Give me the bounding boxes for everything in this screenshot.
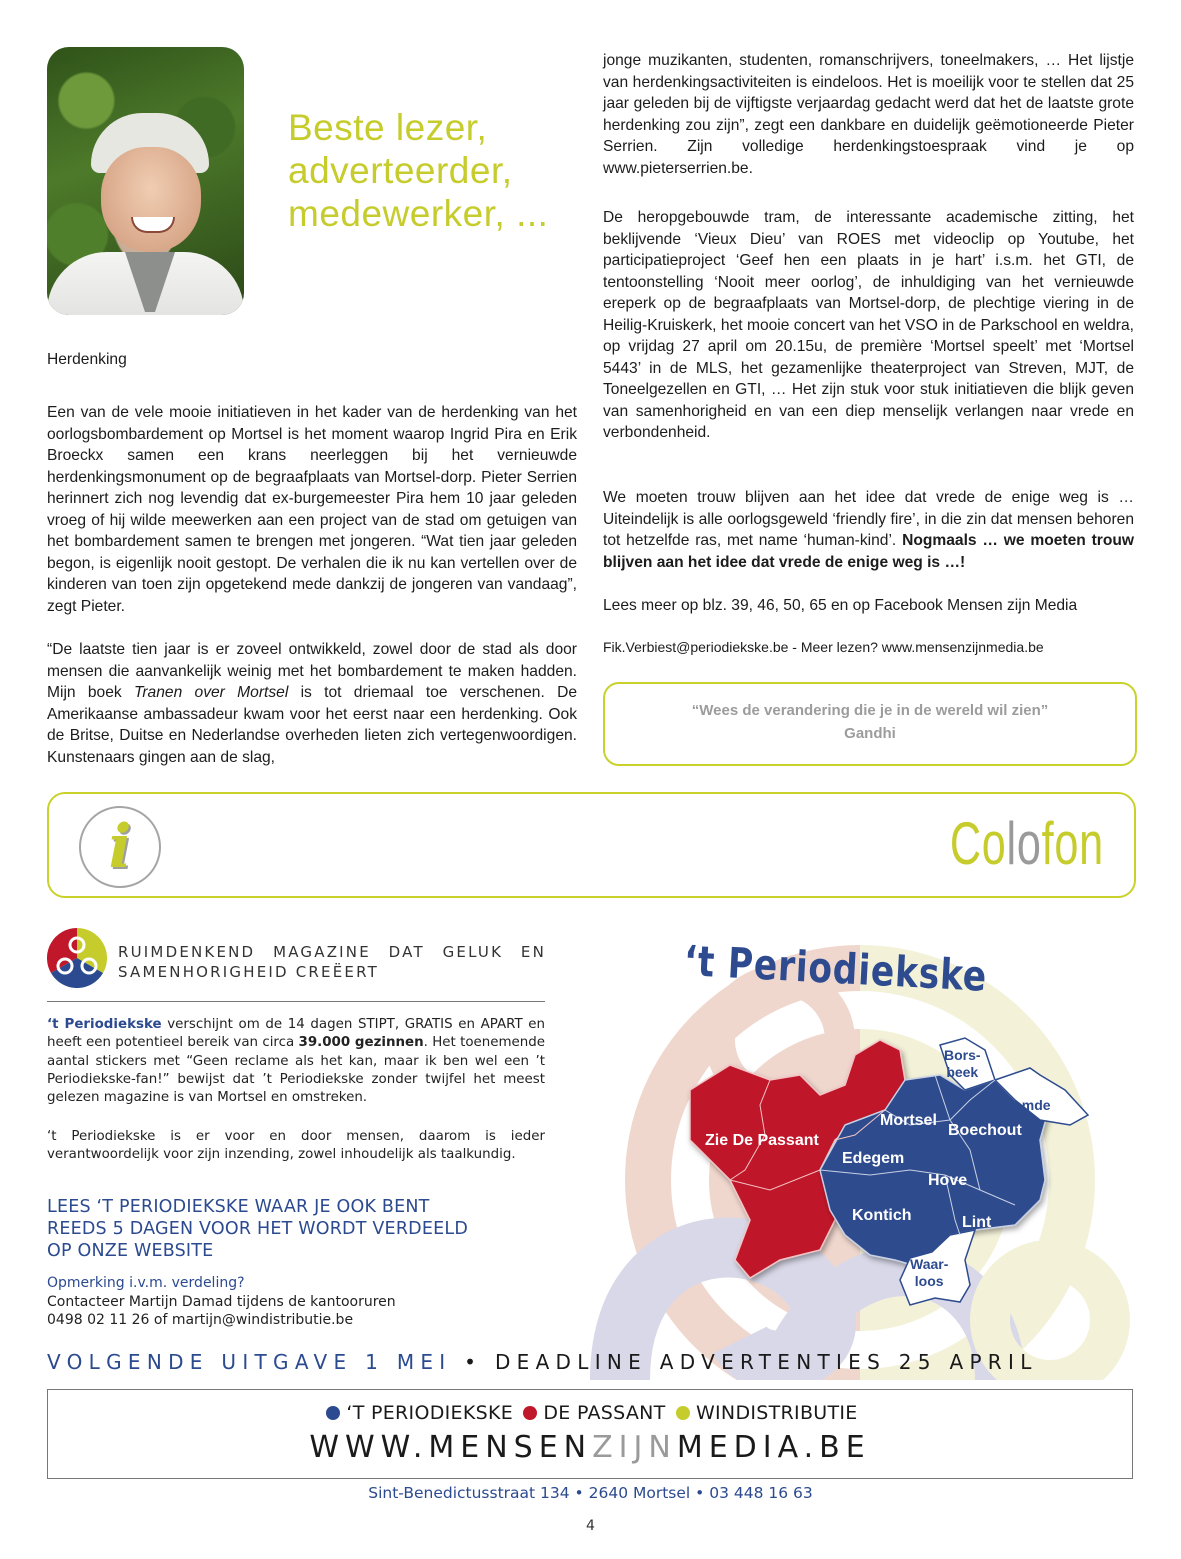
brand-periodiekske: ‘T PERIODIEKSKE: [346, 1402, 514, 1424]
media-group-box: [47, 1389, 1133, 1479]
signature-line: [603, 637, 1134, 659]
emphasis-text: Nogmaals … we moeten trouw blijven aan het idee dat vrede de enige weg is …!: [603, 532, 1135, 571]
ad-deadline: DEADLINE ADVERTENTIES 25 APRIL: [494, 1350, 1038, 1374]
map-label-lint: Lint: [962, 1214, 992, 1231]
text-run: is tot driemaal toe verschenen. De Amerikaanse ambassadeur kwam voor het eerst naar een herdenking. Ook de Britse, Duitse en Nederlandse overheden lieten zich vertegenwoordigen. Kunstenaars gingen aan de slag,: [47, 684, 578, 766]
read-online-callout: [47, 1196, 547, 1262]
title-part: Co: [950, 810, 1007, 877]
paragraph-text: [603, 487, 1134, 573]
map-label-borsbeek: Bors- beek: [944, 1047, 981, 1080]
article-right-paragraph-1: [603, 50, 1134, 179]
url-part: MEDIA.BE: [676, 1430, 871, 1465]
callout-line: OP ONZE WEBSITE: [47, 1241, 214, 1261]
title-part: fo: [1041, 810, 1080, 877]
article-left-paragraph-1: [47, 402, 577, 617]
info-icon: [79, 806, 161, 888]
colofon-banner: [47, 792, 1136, 898]
paragraph-text: De heropgebouwde tram, de interessante academische zitting, het beklijvende ‘Vieux Dieu’ van ROES met videoclip op Youtube, het participatieproject ‘Geef hen een plaats in je hart’ i.s.m. het GTI, de tentoonstelling ‘Nooit meer oorlog’, de inhuldiging van het vernieuwde ereperk op de begraafplaats van Mortsel-dorp, de plechtige viering in de Heilig-Kruiskerk, het mooie concert van het VSO in de Parkschool en weldra, op vrijdag 27 april om 20.15u, de première ‘Mortsel speelt’ met ‘Mortsel 5443’ in de MLS, het gezamenlijke theaterproject van Streven, MJT, de Toneelgezellen en GTI, … Het zijn stuk voor stuk initiatieven die blijk geven van samenhorigheid en van een diep menselijk verlangen naar vrede en verbondenheid.: [603, 209, 1134, 441]
blue-dot-icon: [326, 1406, 340, 1420]
callout-line: REEDS 5 DAGEN VOOR HET WORDT VERDEELD: [47, 1219, 468, 1239]
website-link[interactable]: www.mensenzijnmedia.be: [881, 639, 1044, 655]
magazine-tagline: RUIMDENKEND MAGAZINE DAT GELUK EN SAMENHORIGHEID CREËERT: [118, 943, 546, 981]
contact-line: Contacteer Martijn Damad tijdens de kantooruren: [47, 1293, 396, 1310]
article-left-paragraph-2: [47, 639, 577, 768]
quote-author: Gandhi: [844, 725, 896, 742]
map-label-edegem: Edegem: [842, 1150, 905, 1167]
issue-deadline-line: [47, 1350, 1137, 1374]
magazine-logo-icon: [47, 928, 107, 988]
paragraph-text: [47, 639, 577, 768]
article-right-paragraph-3: [603, 487, 1134, 573]
callout-line: LEES ‘T PERIODIEKSKE WAAR JE OOK BENT: [47, 1197, 430, 1217]
read-more-pages: Lees meer op blz. 39, 46, 50, 65 en op Facebook Mensen zijn Media: [603, 597, 1078, 614]
greeting-heading: [288, 106, 548, 235]
map-label-mortsel: Mortsel: [880, 1112, 937, 1129]
article-right-paragraph-2: [603, 207, 1134, 444]
next-issue: VOLGENDE UITGAVE 1 MEI: [47, 1350, 452, 1374]
contact-line: 0498 02 11 26 of martijn@windistributie.be: [47, 1312, 354, 1328]
quote-text: “Wees de verandering die je in de wereld wil zien”: [691, 702, 1049, 719]
url-part: WWW.MENSEN: [309, 1430, 593, 1465]
paragraph-text: [47, 1016, 545, 1107]
title-part: lo: [1006, 810, 1042, 877]
brand-list: [48, 1402, 1132, 1424]
magazine-intro: [47, 1016, 545, 1107]
reach-count: 39.000 gezinnen: [298, 1035, 424, 1051]
greeting-line: medewerker, ...: [288, 193, 549, 234]
divider: [47, 1001, 545, 1002]
map-label-kontich: Kontich: [852, 1207, 912, 1224]
info-glyph: i: [108, 812, 132, 882]
book-title: Tranen over Mortsel: [134, 684, 289, 701]
office-address: Sint-Benedictusstraat 134 • 2640 Mortsel • 03 448 16 63: [368, 1484, 813, 1502]
bullet-separator: •: [451, 1350, 495, 1374]
map-label-red: Zie De Passant: [705, 1132, 819, 1149]
quote-box: [603, 682, 1137, 766]
green-dot-icon: [676, 1406, 690, 1420]
text-run: We moeten trouw blijven aan het idee dat vrede de enige weg is … Uiteindelijk is alle oorlogsgeweld ‘friendly fire’, in die zin dat mensen behoren tot hetzelfde ras, met name ‘human-kind’.: [603, 489, 1134, 549]
paragraph-text: jonge muzikanten, studenten, romanschrijvers, toneelmakers, … Het lijstje van herdenkingsactiviteiten is eindeloos. Het is moeilijk voor te stellen dat 25 jaar geleden bij de vijftigste verjaardag gedacht werd dat het de laatste grote herdenking zou zijn”, zegt een dankbare en duidelijk geëmotioneerde Pieter Serrien. Zijn volledige herdenkingstoespraak vind je op www.pieterserrien.be.: [603, 52, 1134, 177]
map-label-vremde: Vremde: [1000, 1097, 1051, 1113]
url-part: ZIJN: [592, 1430, 677, 1465]
author-email-link[interactable]: Fik.Verbiest@periodiekske.be: [603, 639, 789, 655]
brand-name: ‘t Periodiekske: [47, 1017, 162, 1032]
section-heading: Herdenking: [47, 351, 127, 368]
text-run: . Het toenemende aantal stickers met “Geen reclame als het kan, maar ik ben wel een ’t Periodiekske-fan!” bewijst dat ’t Periodiekske zonder twijfel het meest gelezen magazine is van Mortsel en omstreken.: [47, 1035, 545, 1106]
paragraph-text: ‘t Periodiekske is er voor en door mensen, daarom is ieder verantwoordelijk voor zijn inzending, zowel inhoudelijk als taalkundig.: [47, 1129, 545, 1163]
remark-heading: Opmerking i.v.m. verdeling?: [47, 1275, 245, 1291]
text-run: “De laatste tien jaar is er zoveel ontwikkeld, zowel door de stad als door mensen die aanvankelijk weinig met het bombardement te maken hadden. Mijn boek: [47, 641, 577, 701]
paragraph-text: Een van de vele mooie initiatieven in het kader van de herdenking van het oorlogsbombardement op Mortsel is het moment waarop Ingrid Pira en Erik Broeckx samen een krans neerleggen bij het vernieuwde herdenkingsmonument op de begraafplaats van Mortsel-dorp. Pieter Serrien herinnert zich nog levendig dat ex-burgemeester Pira hem 10 jaar geleden vroeg of hij wilde meewerken aan een project van de stad om getuigen van het bombardement samen te brengen met jongeren. “Wat tien jaar geleden begon, is eigenlijk nooit gestopt. De verhalen die ik nu kan vertellen over de kinderen van toen zijn opgetekend mede dankzij de jongeren van vandaag”, zegt Pieter.: [47, 404, 577, 615]
periodiekske-logo-title: ‘t Periodiekske: [682, 936, 989, 1001]
brand-de-passant: DE PASSANT: [543, 1402, 666, 1424]
text-run: verschijnt om de 14 dagen STIPT, GRATIS en APART en heeft een potentieel bereik van circa: [47, 1017, 545, 1051]
map-label-hove: Hove: [928, 1172, 968, 1189]
website-url-link[interactable]: [48, 1430, 1132, 1465]
editor-photo: [47, 47, 244, 315]
map-label-waarloos: Waar- loos: [910, 1256, 949, 1289]
signature-separator: - Meer lezen?: [788, 639, 882, 655]
map-label-boechout: Boechout: [948, 1122, 1022, 1139]
title-part: n: [1079, 810, 1104, 877]
photo-face: [101, 147, 201, 252]
page-number: 4: [586, 1518, 595, 1534]
red-dot-icon: [523, 1406, 537, 1420]
greeting-line: Beste lezer,: [288, 107, 488, 148]
colofon-title: [950, 810, 1104, 877]
greeting-line: adverteerder,: [288, 150, 513, 191]
distribution-map: [670, 1020, 1100, 1310]
responsibility-note: [47, 1128, 545, 1165]
distribution-contact: [47, 1274, 547, 1330]
brand-windistributie: WINDISTRIBUTIE: [695, 1402, 858, 1424]
